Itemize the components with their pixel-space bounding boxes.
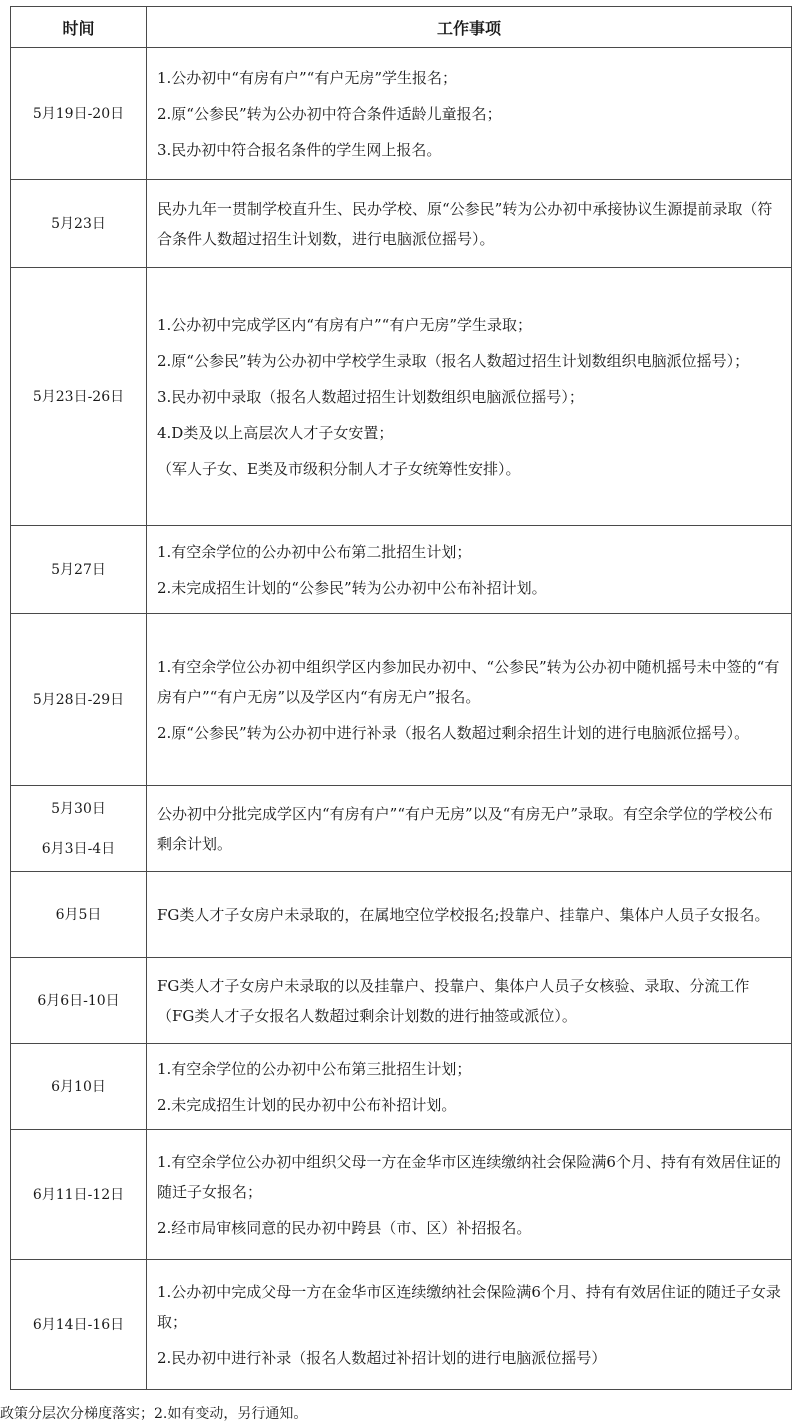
item-line: 1.公办初中“有房有户”“有户无房”学生报名； — [157, 68, 457, 87]
items-cell — [147, 614, 792, 786]
time-text: 6月5日 — [55, 906, 102, 923]
item-line: 2.未完成招生计划的民办初中公布补招计划。 — [157, 1095, 457, 1114]
time-cell — [11, 786, 147, 872]
time-text: 5月30日 — [51, 800, 106, 817]
item-line: FG类人才子女房户未录取的以及挂靠户、投靠户、集体户人员子女核验、录取、分流工作（FG类人才子女报名人数超过剩余计划数的进行抽签或派位）。 — [157, 976, 750, 1025]
item-line: 2.经市局审核同意的民办初中跨县（市、区）补招报名。 — [157, 1218, 532, 1237]
items-cell — [147, 268, 792, 526]
items-cell — [147, 872, 792, 958]
table-row — [11, 268, 792, 526]
item-line: 1.有空余学位公办初中组织学区内参加民办初中、“公参民”转为公办初中随机摇号未中签的“有房有户”“有户无房”以及学区内“有房无户”报名。 — [157, 657, 780, 706]
table-row — [11, 958, 792, 1044]
items-cell — [147, 786, 792, 872]
time-cell — [11, 958, 147, 1044]
time-text: 5月19日-20日 — [32, 105, 125, 122]
time-cell — [11, 268, 147, 526]
item-line: 2.未完成招生计划的“公参民”转为公办初中公布补招计划。 — [157, 578, 547, 597]
time-text: 5月28日-29日 — [32, 691, 125, 708]
time-text: 5月23日-26日 — [32, 388, 125, 405]
item-line: 公办初中分批完成学区内“有房有户”“有户无房”以及“有房无户”录取。有空余学位的学校公布剩余计划。 — [157, 804, 774, 853]
footer-note: 政策分层次分梯度落实；2.如有变动，另行通知。 — [0, 1406, 308, 1422]
table-row — [11, 526, 792, 614]
items-cell — [147, 526, 792, 614]
items-cell — [147, 180, 792, 268]
item-line: 2.原“公参民”转为公办初中符合条件适龄儿童报名； — [157, 104, 502, 123]
time-text: 6月11日-12日 — [32, 1186, 125, 1203]
time-text: 5月23日 — [51, 215, 106, 232]
time-text: 6月3日-4日 — [41, 840, 116, 857]
table-row — [11, 1260, 792, 1390]
items-cell — [147, 48, 792, 180]
time-cell — [11, 1130, 147, 1260]
item-line: 1.有空余学位公办初中组织父母一方在金华市区连续缴纳社会保险满6个月、持有有效居住证的随迁子女报名； — [157, 1152, 781, 1201]
item-line: 3.民办初中符合报名条件的学生网上报名。 — [157, 140, 442, 159]
table-header-row — [11, 7, 792, 48]
table-row — [11, 786, 792, 872]
time-text: 6月14日-16日 — [32, 1316, 125, 1333]
header-items: 工作事项 — [147, 7, 792, 48]
items-cell — [147, 1130, 792, 1260]
time-cell — [11, 1260, 147, 1390]
item-line: 3.民办初中录取（报名人数超过招生计划数组织电脑派位摇号）； — [157, 387, 584, 406]
table-row — [11, 872, 792, 958]
items-cell — [147, 1044, 792, 1130]
item-line: 4.D类及以上高层次人才子女安置； — [157, 423, 394, 442]
item-line: 1.公办初中完成父母一方在金华市区连续缴纳社会保险满6个月、持有有效居住证的随迁子女录取； — [157, 1282, 781, 1331]
time-cell — [11, 180, 147, 268]
time-cell — [11, 872, 147, 958]
table-body — [11, 48, 792, 1390]
item-line: 民办九年一贯制学校直升生、民办学校、原“公参民”转为公办初中承接协议生源提前录取（符合条件人数超过招生计划数，进行电脑派位摇号）。 — [157, 199, 773, 248]
item-line: 2.原“公参民”转为公办初中进行补录（报名人数超过剩余招生计划的进行电脑派位摇号）。 — [157, 723, 750, 742]
time-text: 5月27日 — [51, 561, 106, 578]
schedule-table — [10, 6, 792, 1390]
time-cell — [11, 526, 147, 614]
table-row — [11, 1044, 792, 1130]
table-row — [11, 1130, 792, 1260]
items-cell — [147, 1260, 792, 1390]
item-line: FG类人才子女房户未录取的，在属地空位学校报名;投靠户、挂靠户、集体户人员子女报名。 — [157, 905, 770, 924]
table-row — [11, 614, 792, 786]
time-cell — [11, 614, 147, 786]
item-line: 2.原“公参民”转为公办初中学校学生录取（报名人数超过招生计划数组织电脑派位摇号）； — [157, 351, 750, 370]
table-row — [11, 48, 792, 180]
item-line: 1.有空余学位的公办初中公布第三批招生计划； — [157, 1059, 472, 1078]
header-time: 时间 — [11, 7, 147, 48]
table-row — [11, 180, 792, 268]
item-line: 1.公办初中完成学区内“有房有户”“有户无房”学生录取； — [157, 315, 532, 334]
time-cell — [11, 1044, 147, 1130]
item-line: 2.民办初中进行补录（报名人数超过补招计划的进行电脑派位摇号） — [157, 1348, 607, 1367]
time-text: 6月10日 — [51, 1078, 106, 1095]
items-cell — [147, 958, 792, 1044]
item-line: 1.有空余学位的公办初中公布第二批招生计划； — [157, 542, 472, 561]
time-text: 6月6日-10日 — [37, 992, 120, 1009]
time-cell — [11, 48, 147, 180]
item-line: （军人子女、E类及市级积分制人才子女统筹性安排）。 — [157, 459, 521, 478]
